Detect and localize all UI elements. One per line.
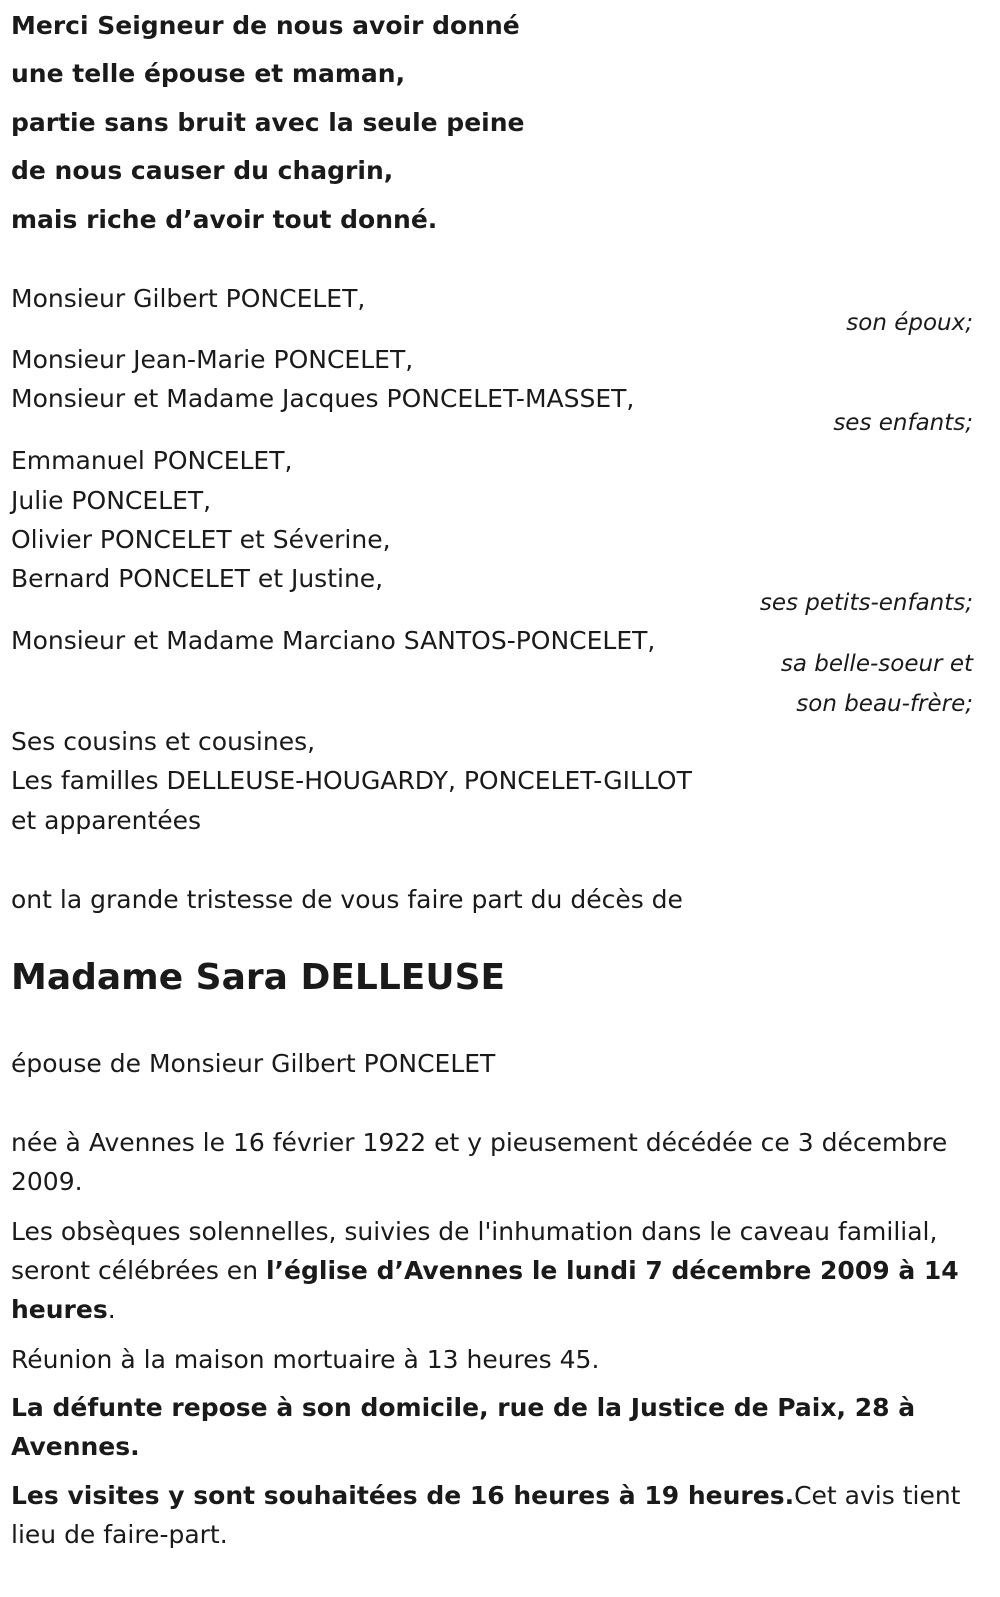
inlaws-role: sa belle-soeur et xyxy=(780,651,973,677)
deceased-name: Madame Sara DELLEUSE xyxy=(11,957,506,998)
children-role: ses enfants; xyxy=(833,410,973,436)
resting-place: La défunte repose à son domicile, rue de la Justice de Paix, 28 à Avennes. xyxy=(11,1393,916,1461)
visits-note: Cet avis tient lieu de faire-part. xyxy=(11,1481,961,1549)
other-relatives: Les familles DELLEUSE-HOUGARDY, PONCELET-GILLOT xyxy=(11,766,692,795)
verse-line: une telle épouse et maman, xyxy=(11,59,406,88)
verse-line: mais riche d’avoir tout donné. xyxy=(11,205,438,234)
inlaws-name: Monsieur et Madame Marciano SANTOS-PONCELET, xyxy=(11,626,656,655)
child-name: Monsieur et Madame Jacques PONCELET-MASSET, xyxy=(11,384,635,413)
other-relatives: et apparentées xyxy=(11,806,202,835)
other-relatives: Ses cousins et cousines, xyxy=(11,727,316,756)
funeral-intro: Les obsèques solennelles, suivies de l'inhumation dans le caveau familial, seront célébrées en xyxy=(11,1217,938,1285)
visits xyxy=(11,1476,986,1554)
inlaws-role: son beau-frère; xyxy=(796,691,973,717)
grandchildren-role: ses petits-enfants; xyxy=(759,590,973,616)
funeral-end: . xyxy=(107,1295,116,1324)
gathering: Réunion à la maison mortuaire à 13 heures 45. xyxy=(11,1345,600,1374)
spouse-line: épouse de Monsieur Gilbert PONCELET xyxy=(11,1049,496,1078)
grandchild-name: Olivier PONCELET et Séverine, xyxy=(11,525,391,554)
funeral-info xyxy=(11,1212,986,1329)
birth-death: née à Avennes le 16 février 1922 et y pieusement décédée ce 3 décembre 2009. xyxy=(11,1128,948,1196)
funeral-place-time: l’église d’Avennes le lundi 7 décembre 2009 à 14 heures xyxy=(11,1256,959,1324)
grandchild-name: Bernard PONCELET et Justine, xyxy=(11,564,384,593)
grandchild-name: Julie PONCELET, xyxy=(11,486,212,515)
spouse-name: Monsieur Gilbert PONCELET, xyxy=(11,284,366,313)
announcement: ont la grande tristesse de vous faire part du décès de xyxy=(11,885,683,914)
visits-hours: Les visites y sont souhaitées de 16 heures à 19 heures. xyxy=(11,1481,795,1510)
spouse-role: son époux; xyxy=(846,310,973,336)
verse-line: de nous causer du chagrin, xyxy=(11,156,394,185)
child-name: Monsieur Jean-Marie PONCELET, xyxy=(11,345,414,374)
verse-line: Merci Seigneur de nous avoir donné xyxy=(11,11,520,40)
verse-line: partie sans bruit avec la seule peine xyxy=(11,108,525,137)
grandchild-name: Emmanuel PONCELET, xyxy=(11,446,293,475)
